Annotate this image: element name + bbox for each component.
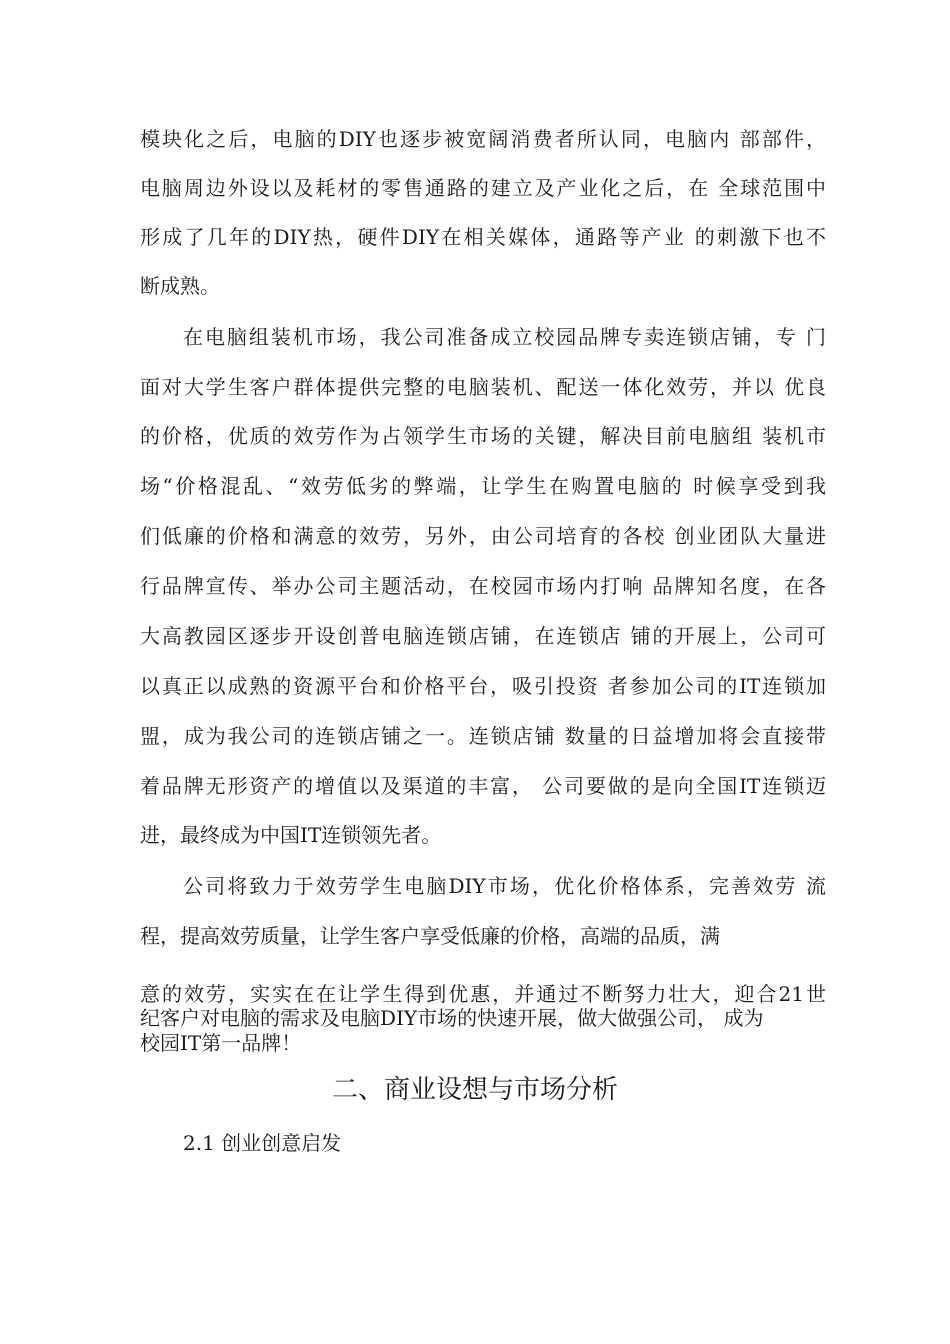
paragraph-4-line-3: 校园IT第一品牌！: [140, 1031, 302, 1055]
paragraph-4-line-2: 纪客户对电脑的需求及电脑DIY市场的快速开展，做大做强公司， 成为: [140, 1006, 764, 1030]
paragraph-2-line-2: 面对大学生客户群体提供完整的电脑装机、配送一体化效劳，并以 优良: [140, 375, 826, 399]
paragraph-3-line-1: 公司将致力于效劳学生电脑DIY市场，优化价格体系，完善效劳 流: [183, 874, 826, 898]
paragraph-2-line-1: 在电脑组装机市场，我公司准备成立校园品牌专卖连锁店铺，专 门: [183, 325, 826, 349]
subsection-heading: 2.1 创业创意启发: [183, 1131, 342, 1155]
paragraph-3-line-2: 程，提高效劳质量，让学生客户享受低廉的价格，高端的品质，满: [140, 924, 720, 948]
paragraph-1-line-4: 断成熟。: [140, 274, 220, 298]
paragraph-2-line-11: 进，最终成为中国IT连锁领先者。: [140, 823, 442, 847]
paragraph-1-line-1: 模块化之后，电脑的DIY也逐步被宽阔消费者所认同，电脑内 部部件，: [140, 127, 826, 151]
paragraph-2-line-4: 场“价格混乱、“效劳低劣的弊端，让学生在购置电脑的 时候享受到我: [140, 474, 826, 498]
paragraph-1-line-3: 形成了几年的DIY热，硬件DIY在相关媒体，通路等产业 的刺激下也不: [140, 225, 826, 249]
paragraph-4-line-1: 意的效劳，实实在在让学生得到优惠，并通过不断努力壮大，迎合21世: [140, 982, 826, 1006]
paragraph-2-line-3: 的价格，优质的效劳作为占领学生市场的关键，解决目前电脑组 装机市: [140, 424, 826, 448]
paragraph-1-line-2: 电脑周边外设以及耗材的零售通路的建立及产业化之后，在 全球范围中: [140, 176, 826, 200]
paragraph-2-line-10: 着品牌无形资产的增值以及渠道的丰富， 公司要做的是向全国IT连锁迈: [140, 774, 826, 798]
paragraph-2-line-8: 以真正以成熟的资源平台和价格平台，吸引投资 者参加公司的IT连锁加: [140, 674, 826, 698]
section-heading: 二、商业设想与市场分析: [331, 1075, 618, 1105]
paragraph-2-line-6: 行品牌宣传、举办公司主题活动，在校园市场内打响 品牌知名度，在各: [140, 574, 826, 598]
paragraph-2-line-7: 大高教园区逐步开设创普电脑连锁店铺，在连锁店 铺的开展上，公司可: [140, 624, 826, 648]
paragraph-2-line-9: 盟，成为我公司的连锁店铺之一。连锁店铺 数量的日益增加将会直接带: [140, 724, 826, 748]
paragraph-2-line-5: 们低廉的价格和满意的效劳，另外，由公司培育的各校 创业团队大量进: [140, 524, 826, 548]
